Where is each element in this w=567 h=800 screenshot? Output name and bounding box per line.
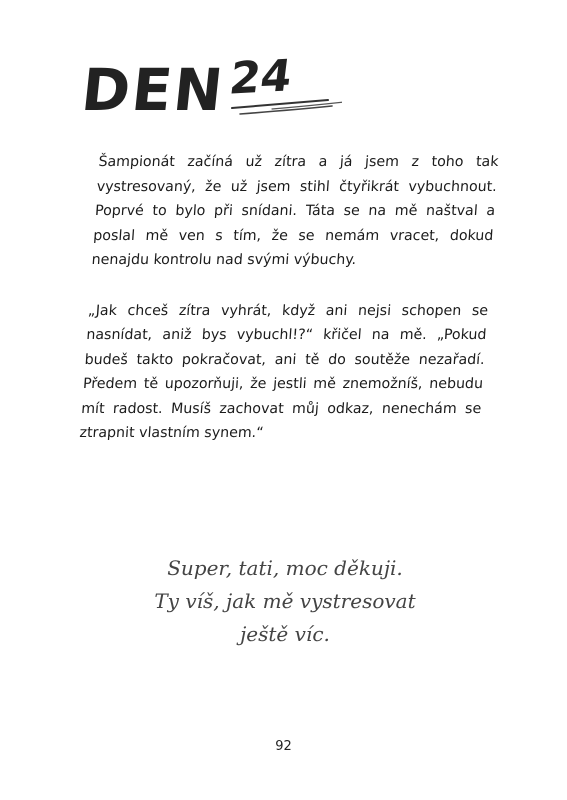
quote-line: ještě víc. <box>240 622 330 646</box>
emphasis-quote <box>120 552 450 651</box>
chapter-body <box>79 150 500 446</box>
chapter-heading-number: 24 <box>226 50 295 105</box>
body-paragraph: Šampionát začíná už zítra a já jsem z toho tak vystresovaný, že už jsem stihl čtyřikrát vybuchnout. Poprvé to bylo při snídani. Táta se na mě naštval a poslal mě ven s tím, že se nemám vracet, dokud nenajdu kontrolu nad svými výbuchy. <box>91 154 500 268</box>
chapter-heading <box>78 50 342 132</box>
heading-underline-flourish <box>82 52 342 132</box>
body-paragraph: „Jak chceš zítra vyhrát, když ani nejsi schopen se nasnídat, aniž bys vybuchl!?“ křičel na mě. „Pokud budeš takto pokračovat, ani tě do soutěže nezařadí. Předem tě upozorňuji, že jestli mě znemožníš, nebudu mít radost. Musíš zachovat můj odkaz, nenechám se ztrapnit vlastním synem.“ <box>78 302 489 441</box>
quote-line: Super, tati, moc děkuji. <box>167 556 403 580</box>
quote-line: Ty víš, jak mě vystresovat <box>154 589 416 613</box>
chapter-heading-word: DEN <box>78 56 228 124</box>
page-number: 92 <box>275 739 292 754</box>
